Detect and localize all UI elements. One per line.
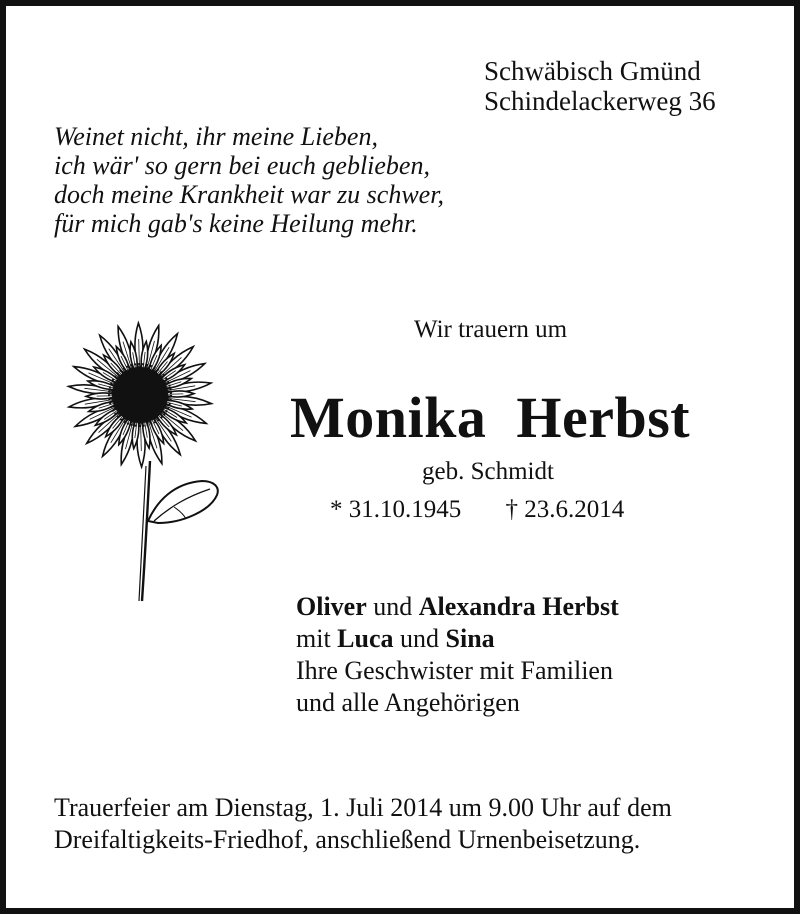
poem-line: ich wär' so gern bei euch geblieben, — [54, 151, 430, 180]
mourners-line — [296, 591, 619, 623]
mourner-name: Luca — [337, 624, 394, 653]
mourner-name: Sina — [445, 624, 495, 653]
service-line: Dreifaltigkeits-Friedhof, anschließend Urnenbeisetzung. — [54, 825, 641, 854]
poem-line: doch meine Krankheit war zu schwer, — [54, 180, 444, 209]
mourner-name: Alexandra Herbst — [418, 592, 619, 621]
address-street: Schindelackerweg 36 — [484, 86, 716, 116]
sunflower-icon — [62, 311, 224, 611]
life-dates — [330, 496, 624, 524]
funeral-service-info — [54, 792, 672, 856]
poem-line: Weinet nicht, ihr meine Lieben, — [54, 122, 378, 151]
address-city: Schwäbisch Gmünd — [484, 56, 701, 86]
service-line: Trauerfeier am Dienstag, 1. Juli 2014 um 9.00 Uhr auf dem — [54, 793, 672, 822]
poem-line: für mich gab's keine Heilung mehr. — [54, 209, 418, 238]
deceased-name: Monika Herbst — [290, 385, 691, 450]
address-block — [484, 56, 716, 116]
mourners-line — [296, 623, 619, 655]
connector-text: und — [366, 592, 419, 621]
connector-text: mit — [296, 624, 338, 653]
mourners-line: und alle Angehörigen — [296, 688, 520, 717]
mourners-block — [296, 591, 619, 719]
intro-text: Wir trauern um — [414, 316, 568, 343]
memorial-poem — [54, 122, 444, 238]
maiden-name: geb. Schmidt — [422, 458, 554, 485]
birth-date: * 31.10.1945 — [330, 496, 462, 523]
connector-text: und — [393, 624, 446, 653]
mourners-line: Ihre Geschwister mit Familien — [296, 656, 613, 685]
mourner-name: Oliver — [296, 592, 367, 621]
death-date: † 23.6.2014 — [505, 496, 625, 523]
